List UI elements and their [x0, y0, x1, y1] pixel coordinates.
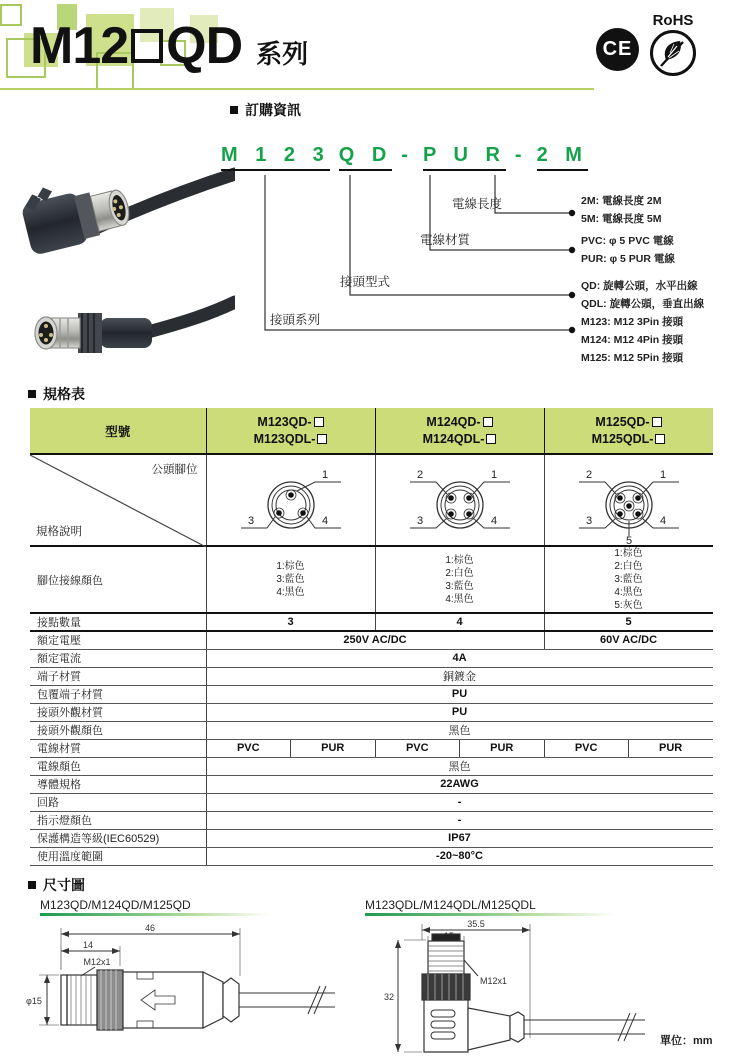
cell-value: PUR [460, 739, 545, 757]
wire-color-line: 5:灰色 [614, 600, 643, 611]
wire-color-line: 1:棕色 [445, 554, 474, 566]
wire-color-line: 3:藍色 [614, 574, 643, 585]
option-item: 2M: 電線長度 2M [581, 195, 662, 207]
wire-color-line: 1:棕色 [614, 548, 643, 559]
option-item: M124: M12 4Pin 接頭 [581, 334, 684, 346]
table-row [30, 811, 713, 829]
cell-value: - [206, 793, 713, 811]
cell-value: PU [206, 685, 713, 703]
dim-value: φ15 [26, 996, 42, 1006]
dim-value: M12x1 [83, 957, 111, 967]
square-bullet-icon [28, 881, 36, 889]
cell-value: 250V AC/DC [206, 631, 544, 649]
wire-color-line: 4:黑色 [445, 593, 474, 605]
wire-colors-m125 [544, 546, 713, 613]
pin-diagram-m125 [544, 454, 713, 546]
row-label: 端子材質 [30, 667, 206, 685]
ordering-heading-text: 訂購資訊 [245, 102, 301, 118]
rohs-label: RoHS [652, 12, 694, 29]
option-item: PVC: φ 5 PVC 電線 [581, 235, 674, 247]
cell-value: IP67 [206, 829, 713, 847]
product-photo [0, 150, 235, 366]
wire-color-line: 2:白色 [614, 561, 643, 572]
row-label: 指示燈顏色 [30, 811, 206, 829]
pin-number: 3 [585, 515, 592, 527]
cell-value: PUR [291, 739, 376, 757]
cell-value: 3 [206, 613, 375, 631]
pin-number: 3 [416, 515, 423, 527]
corner-top-label: 公頭腳位 [151, 464, 198, 476]
code-seg-dash: - [401, 144, 414, 166]
row-label: 接頭外觀材質 [30, 703, 206, 721]
model-name: M125QDL- [591, 431, 654, 446]
cell-value: 4 [375, 613, 544, 631]
model-name: M123QDL- [253, 431, 316, 446]
branch-label-cable-material: 電線材質 [420, 233, 471, 247]
row-label: 保護構造等級(IEC60529) [30, 829, 206, 847]
pin-number: 1 [321, 469, 328, 481]
cell-value: 黑色 [206, 757, 713, 775]
placeholder-square [131, 29, 163, 63]
title-series-label: 系列 [256, 39, 309, 69]
wire-color-row [30, 546, 713, 613]
code-seg-material: P U R [423, 144, 506, 171]
dimension-drawing-qd [25, 920, 360, 1060]
pin-diagram-m123 [206, 454, 375, 546]
checkbox-placeholder-icon [655, 434, 665, 444]
dimension-heading-text: 尺寸圖 [43, 877, 85, 893]
dimension-drawing-qdl [360, 918, 700, 1060]
square-bullet-icon [230, 106, 238, 114]
cell-value: PUR [628, 739, 712, 757]
table-row [30, 721, 713, 739]
dim-value: 46 [144, 923, 156, 933]
code-seg-length: 2 M [537, 144, 588, 171]
table-row [30, 703, 713, 721]
page-title [30, 16, 308, 76]
table-row [30, 847, 713, 865]
pin-number: 2 [416, 469, 423, 481]
table-row [30, 667, 713, 685]
row-label: 回路 [30, 793, 206, 811]
order-code [221, 144, 588, 171]
cell-value: - [206, 811, 713, 829]
option-item: QDL: 旋轉公頭，垂直出線 [581, 298, 705, 310]
options-cable-length [581, 192, 662, 228]
rohs-badge [646, 12, 700, 76]
table-row [30, 613, 713, 631]
model-name: M124QDL- [422, 431, 485, 446]
header-col-m124 [375, 408, 544, 454]
cell-value: PVC [375, 739, 460, 757]
diagonal-corner-cell [30, 454, 206, 546]
model-name: M125QD- [595, 414, 650, 429]
wire-color-line: 3:藍色 [445, 580, 474, 592]
wire-color-line: 3:藍色 [276, 574, 305, 585]
dim-value: 14 [82, 940, 94, 950]
pin-number: 2 [585, 469, 592, 481]
option-item: QD: 旋轉公頭，水平出線 [581, 280, 698, 292]
row-label: 電線顏色 [30, 757, 206, 775]
pin-number: 5 [625, 535, 632, 545]
option-item: M123: M12 3Pin 接頭 [581, 316, 684, 328]
option-item: PUR: φ 5 PUR 電線 [581, 253, 675, 265]
checkbox-placeholder-icon [486, 434, 496, 444]
table-row [30, 793, 713, 811]
wire-color-line: 2:白色 [445, 567, 474, 579]
dim-title-qd: M123QD/M124QD/M125QD [40, 898, 270, 918]
cell-value: 銅鍍金 [206, 667, 713, 685]
pin-number: 1 [490, 469, 497, 481]
row-label: 使用溫度範圍 [30, 847, 206, 865]
pin-number: 4 [321, 515, 328, 527]
model-name: M124QD- [426, 414, 481, 429]
dim-value: 32 [384, 992, 395, 1002]
spec-heading-text: 規格表 [43, 386, 85, 402]
ce-text: CE [602, 38, 633, 60]
deco-square [0, 4, 22, 26]
table-header-row [30, 408, 713, 454]
order-code-tree-lines [220, 175, 582, 367]
option-item: 5M: 電線長度 5M [581, 213, 662, 225]
row-label: 腳位接線顏色 [30, 546, 206, 613]
code-seg-type: Q D [339, 144, 393, 171]
cell-value: 黑色 [206, 721, 713, 739]
spec-heading [28, 384, 85, 404]
options-connector-series [581, 313, 683, 367]
spec-table [30, 408, 713, 866]
table-row [30, 775, 713, 793]
cell-value: 60V AC/DC [544, 631, 713, 649]
checkbox-placeholder-icon [317, 434, 327, 444]
pin-diagram-m124 [375, 454, 544, 546]
title-model-suffix: QD [166, 17, 243, 75]
cell-value: 4A [206, 649, 713, 667]
code-seg-series: M 1 2 3 [221, 144, 330, 171]
option-item: M125: M12 5Pin 接頭 [581, 352, 684, 364]
header-col-m123 [206, 408, 375, 454]
dim-value: M12x1 [480, 976, 508, 986]
corner-bottom-label: 規格說明 [36, 526, 82, 538]
cell-value: 22AWG [206, 775, 713, 793]
branch-label-connector-series: 接頭系列 [270, 313, 321, 327]
checkbox-placeholder-icon [314, 417, 324, 427]
table-row [30, 757, 713, 775]
code-seg-dash2: - [514, 144, 528, 166]
row-label: 額定電流 [30, 649, 206, 667]
pin-diagram-row [30, 454, 713, 546]
dimension-heading [28, 875, 85, 895]
pin-number: 3 [247, 515, 254, 527]
pin-number: 4 [659, 515, 666, 527]
options-connector-type [581, 277, 704, 313]
table-row [30, 829, 713, 847]
cell-value: PVC [206, 739, 291, 757]
row-label: 導體規格 [30, 775, 206, 793]
row-label: 接點數量 [30, 613, 206, 631]
table-row [30, 649, 713, 667]
row-label: 包覆端子材質 [30, 685, 206, 703]
header-model: 型號 [30, 408, 206, 454]
branch-label-connector-type: 接頭型式 [340, 275, 391, 289]
table-row [30, 631, 713, 649]
table-row [30, 685, 713, 703]
wire-color-line: 4:黑色 [276, 587, 305, 598]
wire-color-line: 1:棕色 [276, 561, 305, 572]
dim-title-qdl: M123QDL/M124QDL/M125QDL [365, 898, 615, 918]
table-row [30, 739, 713, 757]
wire-colors-m124 [375, 546, 544, 613]
pin-number: 4 [490, 515, 497, 527]
row-label: 接頭外觀顏色 [30, 721, 206, 739]
cell-value: -20~80°C [206, 847, 713, 865]
cell-value: PU [206, 703, 713, 721]
wire-colors-m123 [206, 546, 375, 613]
row-label: 額定電壓 [30, 631, 206, 649]
checkbox-placeholder-icon [483, 417, 493, 427]
wire-color-line: 4:黑色 [614, 587, 643, 598]
leaf-icon [650, 30, 696, 76]
title-model-prefix: M12 [30, 17, 129, 75]
header-col-m125 [544, 408, 713, 454]
branch-label-cable-length: 電線長度 [452, 197, 503, 211]
row-label: 電線材質 [30, 739, 206, 757]
options-cable-material [581, 232, 675, 268]
square-bullet-icon [28, 390, 36, 398]
pin-number: 1 [659, 469, 666, 481]
ce-mark-icon [596, 28, 639, 71]
cell-value: 5 [544, 613, 713, 631]
dim-value: 35.5 [467, 919, 485, 929]
cell-value: PVC [544, 739, 628, 757]
ordering-heading [230, 100, 301, 120]
model-name: M123QD- [257, 414, 312, 429]
checkbox-placeholder-icon [652, 417, 662, 427]
unit-note: 單位：mm [660, 1035, 713, 1047]
title-underline [0, 88, 594, 90]
